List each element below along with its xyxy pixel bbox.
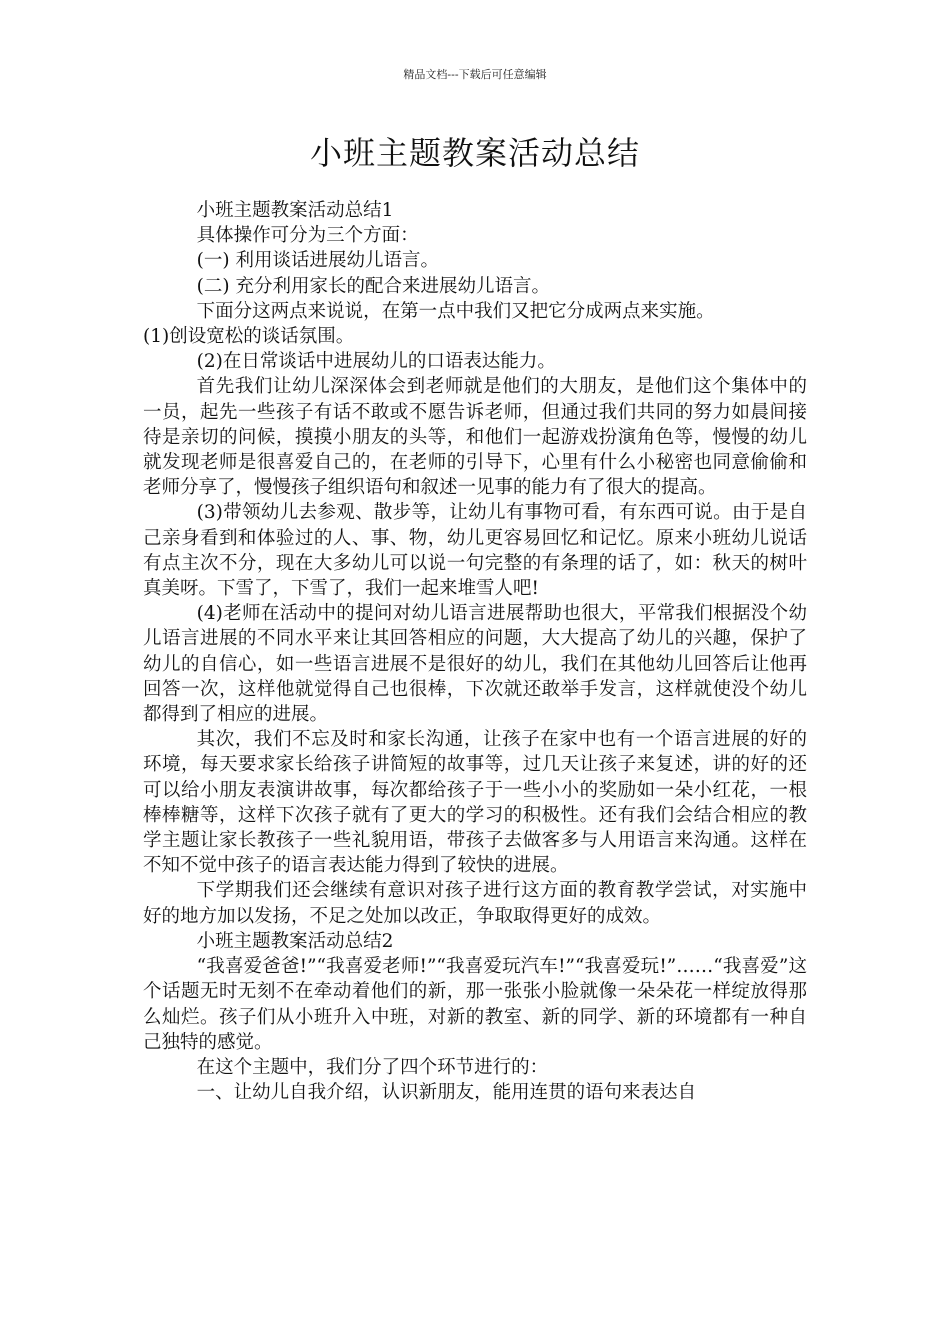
- paragraph: 小班主题教案活动总结1: [196, 200, 394, 221]
- paragraph: (4)老师在活动中的提问对幼儿语言进展帮助也很大，平常我们根据没个幼儿语言进展的不同水平来让其回答相应的问题，大大提高了幼儿的兴趣，保护了幼儿的自信心，如一些语言进展不是很好的幼儿，我们在其他幼儿回答后让他再回答一次，这样他就觉得自己也很棒，下次就还敢举手发言，这样就使没个幼儿都得到了相应的进展。: [143, 603, 807, 726]
- paragraph: (2)在日常谈话中进展幼儿的口语表达能力。: [196, 351, 556, 373]
- paragraph: 一、让幼儿自我介绍，认识新朋友，能用连贯的语句来表达自: [196, 1082, 697, 1104]
- paragraph: 在这个主题中，我们分了四个环节进行的：: [196, 1056, 549, 1078]
- paragraph: (1)创设宽松的谈话氛围。: [143, 326, 355, 348]
- paragraph: 下学期我们还会继续有意识对孩子进行这方面的教育教学尝试，对实施中好的地方加以发扬，不足之处加以改正，争取取得更好的成效。: [143, 880, 807, 927]
- paragraph: “我喜爱爸爸!”“我喜爱老师!”“我喜爱玩汽车!”“我喜爱玩!”……“我喜爱”这个话题无时无刻不在牵动着他们的新，那一张张小脸就像一朵朵花一样绽放得那么灿烂。孩子们从小班升入中班，对新的教室、新的同学、新的环境都有一种自己独特的感觉。: [143, 956, 807, 1053]
- paragraph: 下面分这两点来说说，在第一点中我们又把它分成两点来实施。: [196, 300, 715, 322]
- document-title: 小班主题教案活动总结: [309, 134, 640, 172]
- paragraph: 其次，我们不忘及时和家长沟通，让孩子在家中也有一个语言进展的好的环境，每天要求家长给孩子讲简短的故事等，过几天让孩子来复述，讲的好的还可以给小朋友表演讲故事，每次都给孩子于一些小小的奖励如一朵小红花，一根棒棒糖等，这样下次孩子就有了更大的学习的积极性。还有我们会结合相应的教学主题让家长教孩子一些礼貌用语，带孩子去做客多与人用语言来沟通。这样在不知不觉中孩子的语言表达能力得到了较快的进展。: [143, 729, 807, 877]
- paragraph: (二) 充分利用家长的配合来进展幼儿语言。: [196, 275, 550, 297]
- page-header: 精品文档---下载后可任意编辑: [403, 68, 547, 81]
- paragraph: 首先我们让幼儿深深体会到老师就是他们的大朋友，是他们这个集体中的一员，起先一些孩子有话不敢或不愿告诉老师，但通过我们共同的努力如晨间接待是亲切的问候，摸摸小朋友的头等，和他们一起游戏扮演角色等，慢慢的幼儿就发现老师是很喜爱自己的，在老师的引导下，心里有什么小秘密也同意偷偷和老师分享了，慢慢孩子组织语句和叙述一见事的能力有了很大的提高。: [143, 376, 807, 499]
- paragraph: (一) 利用谈话进展幼儿语言。: [196, 250, 439, 272]
- document-body: [143, 198, 807, 1105]
- paragraph: (3)带领幼儿去参观、散步等，让幼儿有事物可看，有东西可说。由于是自己亲身看到和体验过的人、事、物，幼儿更容易回忆和记忆。原来小班幼儿说话有点主次不分，现在大多幼儿可以说一句完整的有条理的话了，如：秋天的树叶真美呀。下雪了，下雪了，我们一起来堆雪人吧!: [143, 502, 807, 600]
- paragraph: 具体操作可分为三个方面：: [196, 225, 419, 247]
- paragraph: 小班主题教案活动总结2: [196, 930, 394, 952]
